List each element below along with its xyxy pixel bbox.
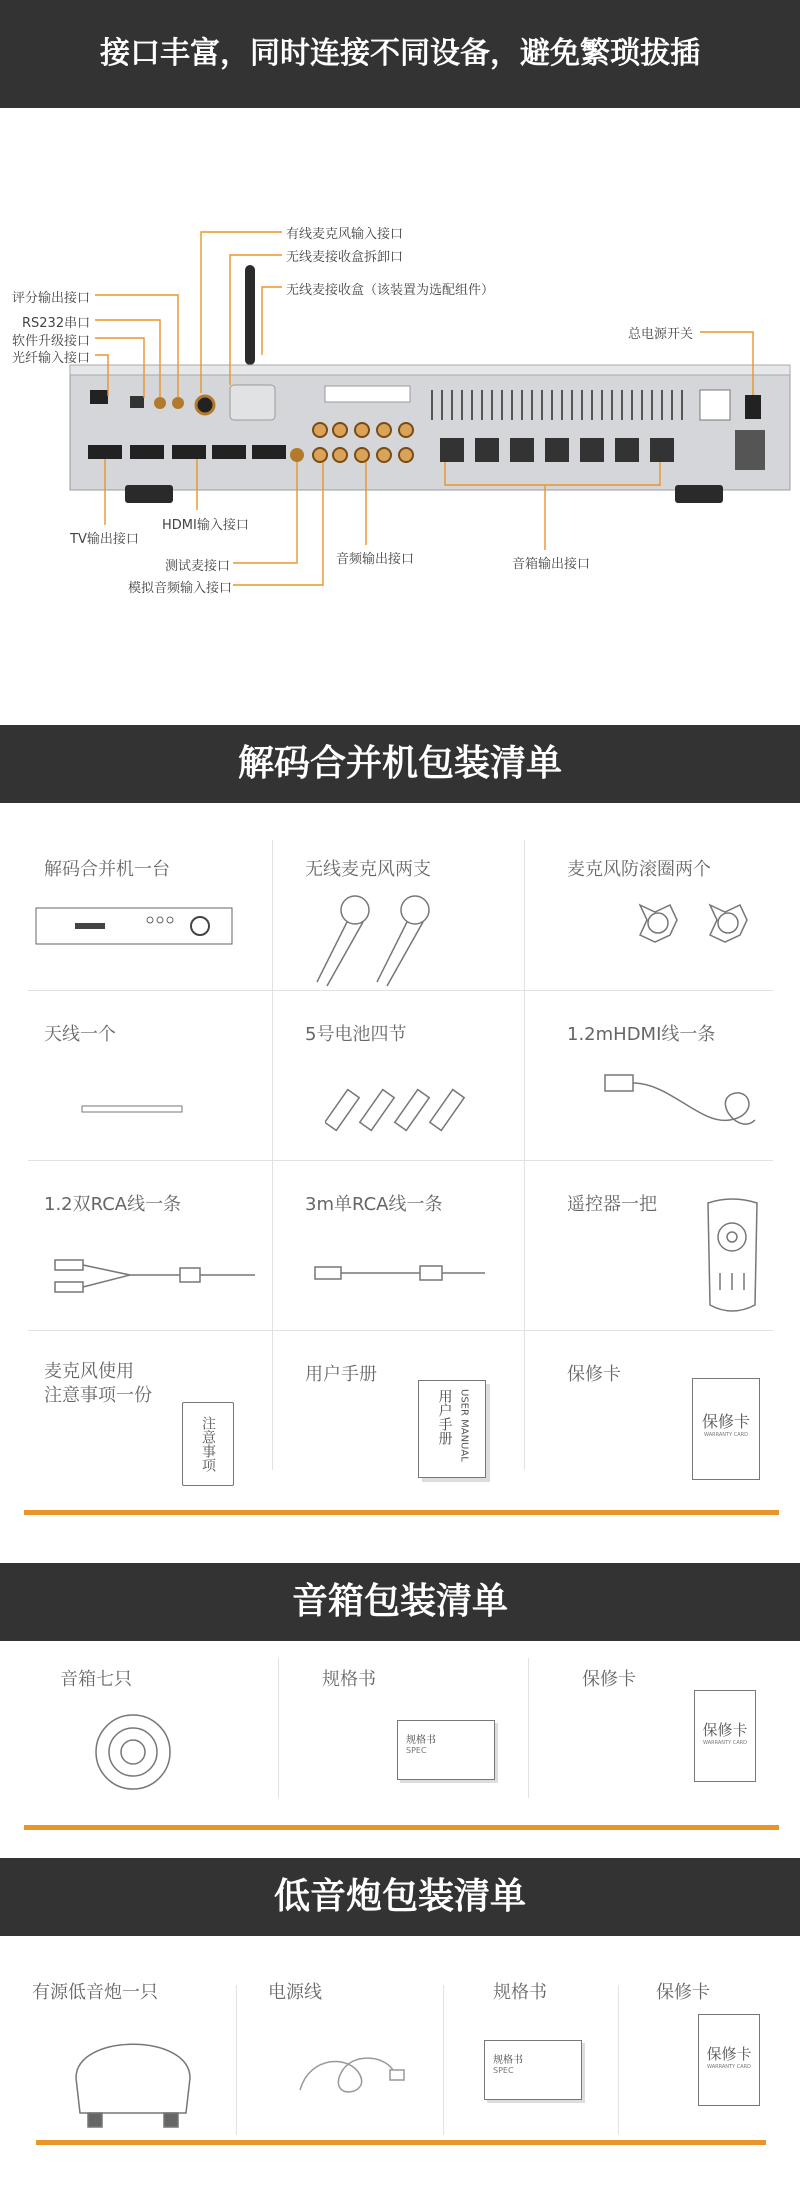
decoder-item-label: 5号电池四节 — [305, 1024, 407, 1045]
decoder-item-label: 麦克风防滚圈两个 — [567, 859, 711, 880]
interfaces-banner — [0, 0, 800, 108]
speaker-item-label: 保修卡 — [582, 1669, 636, 1690]
dual-rca-cable-illustration — [50, 1250, 260, 1310]
warranty-card-cn: 保修卡 — [701, 1412, 750, 1431]
decoder-item-label: 保修卡 — [567, 1364, 621, 1385]
subwoofer-illustration — [68, 2018, 198, 2133]
single-rca-cable-illustration — [310, 1255, 490, 1295]
decoder-item-label: 麦克风使用 注意事项一份 — [44, 1361, 152, 1406]
callout-analog-in: 模拟音频输入接口 — [128, 581, 233, 596]
subwoofer-item-label: 保修卡 — [656, 1982, 710, 2003]
subwoofer-banner — [0, 1858, 800, 1936]
speaker-item-label: 音箱七只 — [60, 1669, 132, 1690]
batteries-illustration — [325, 1075, 475, 1135]
user-manual-en: USER MANUAL — [458, 1389, 470, 1462]
warranty-card-cn: 保修卡 — [706, 2045, 752, 2063]
callout-audio-out: 音频输出接口 — [336, 552, 415, 567]
callout-rs232: RS232串口 — [22, 316, 91, 331]
callout-optical: 光纤输入接口 — [12, 351, 91, 366]
decoder-title: 解码合并机包装清单 — [237, 743, 562, 784]
interfaces-title: 接口丰富，同时连接不同设备，避免繁琐拔插 — [100, 36, 700, 71]
notice-card-text: 注意事项 — [200, 1416, 216, 1472]
speaker-item-label: 规格书 — [322, 1669, 376, 1690]
spec-sheet-en: SPEC — [493, 2066, 514, 2075]
decoder-item-label: 遥控器一把 — [567, 1194, 657, 1215]
speaker-banner — [0, 1563, 800, 1641]
decoder-item-label: 无线麦克风两支 — [305, 859, 431, 880]
warranty-card-illustration — [694, 1690, 756, 1782]
speaker-title: 音箱包装清单 — [291, 1581, 508, 1622]
decoder-unit-illustration — [35, 905, 235, 950]
power-cord-illustration — [290, 2035, 410, 2105]
callout-wireless-mic-box: 无线麦接收盒（该装置为选配组件） — [286, 283, 495, 298]
decoder-item-label: 用户手册 — [305, 1364, 377, 1385]
warranty-card-en: WARRANTY CARD — [704, 1432, 748, 1438]
warranty-card-illustration — [692, 1378, 760, 1480]
decoder-item-label: 1.2双RCA线一条 — [44, 1194, 182, 1215]
speaker-illustration — [88, 1712, 178, 1792]
antenna-illustration — [80, 1100, 190, 1120]
callout-hdmi-in: HDMI输入接口 — [162, 518, 249, 533]
callout-power-switch: 总电源开关 — [628, 327, 694, 342]
anti-roll-rings-illustration — [635, 900, 765, 960]
remote-control-illustration — [700, 1195, 765, 1320]
decoder-item-label: 3m单RCA线一条 — [305, 1194, 443, 1215]
spec-sheet-cn: 规格书 — [406, 1735, 436, 1746]
hdmi-cable-illustration — [580, 1065, 770, 1140]
spec-sheet-illustration — [397, 1720, 495, 1780]
callout-speaker-out: 音箱输出接口 — [512, 557, 591, 572]
callout-test-mic: 测试麦接口 — [165, 559, 231, 574]
warranty-card-cn: 保修卡 — [702, 1721, 748, 1739]
callout-wireless-mic-mount: 无线麦接收盒拆卸口 — [286, 250, 404, 265]
callout-scoring-out: 评分输出接口 — [12, 291, 91, 306]
notice-card-illustration — [182, 1402, 234, 1486]
decoder-item-label: 天线一个 — [44, 1024, 116, 1045]
user-manual-cn: 用户手册 — [436, 1389, 453, 1445]
spec-sheet-illustration — [484, 2040, 582, 2100]
warranty-card-illustration — [698, 2014, 760, 2106]
decoder-divider — [24, 1510, 779, 1515]
warranty-card-en: WARRANTY CARD — [707, 2064, 751, 2070]
subwoofer-item-label: 规格书 — [493, 1982, 547, 2003]
decoder-item-label: 解码合并机一台 — [44, 859, 170, 880]
spec-sheet-en: SPEC — [406, 1746, 427, 1755]
callout-wired-mic: 有线麦克风输入接口 — [286, 227, 404, 242]
callout-tv-out: TV输出接口 — [70, 532, 139, 547]
spec-sheet-cn: 规格书 — [493, 2055, 523, 2066]
subwoofer-item-label: 电源线 — [268, 1982, 322, 2003]
microphones-illustration — [305, 890, 445, 990]
subwoofer-item-label: 有源低音炮一只 — [32, 1982, 158, 2003]
decoder-item-label: 1.2mHDMI线一条 — [567, 1024, 716, 1045]
warranty-card-en: WARRANTY CARD — [703, 1740, 747, 1746]
subwoofer-title: 低音炮包装清单 — [273, 1876, 526, 1917]
speaker-divider — [24, 1825, 779, 1830]
callout-firmware: 软件升级接口 — [12, 334, 91, 349]
subwoofer-divider — [36, 2140, 766, 2145]
decoder-banner — [0, 725, 800, 803]
user-manual-illustration — [418, 1380, 486, 1478]
